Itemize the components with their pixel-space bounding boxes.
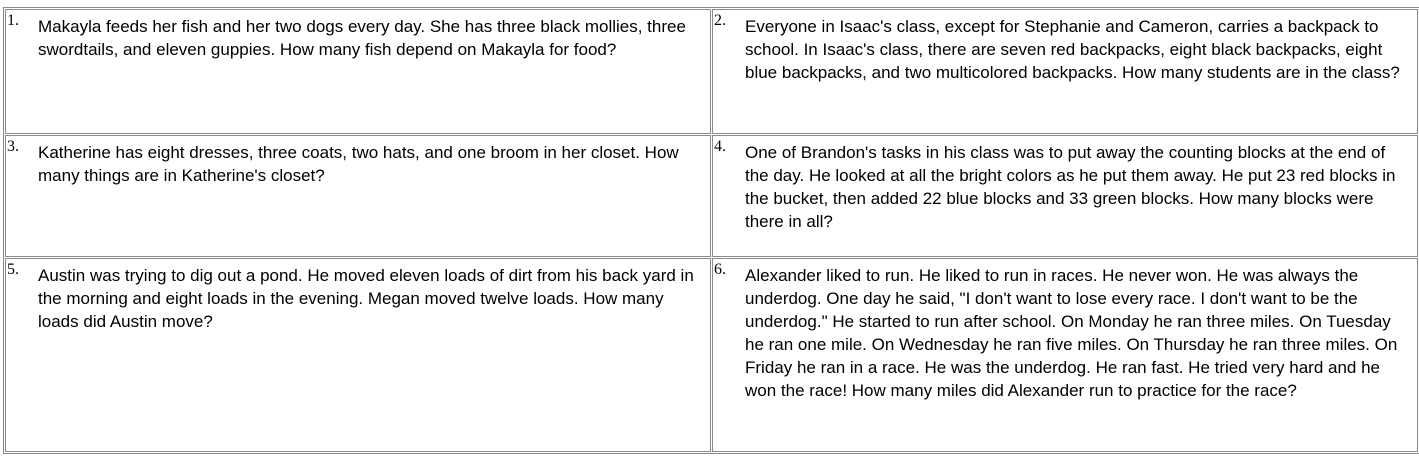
word-problems-table	[3, 7, 1419, 454]
problem-row	[5, 258, 1418, 452]
problem-text: Alexander liked to run. He liked to run in races. He never won. He was always the underdog. One day he said, "I don't want to lose every race. I don't want to be the underdog." He started to run after school. On Monday he ran three miles. On Tuesday he ran one mile. On Wednesday he ran five miles. On Thursday he ran three miles. On Friday he ran in a race. He was the underdog. He ran fast. He tried very hard and he won the race! How many miles did Alexander run to practice for the race?	[745, 266, 1398, 400]
problem-cell	[5, 9, 711, 134]
problem-row	[5, 9, 1418, 134]
problem-number: 5.	[7, 261, 19, 278]
problem-text: One of Brandon's tasks in his class was to put away the counting blocks at the end of the day. He looked at all the bright colors as he put them away. He put 23 red blocks in the bucket, then added 22 blue blocks and 33 green blocks. How many blocks were there in all?	[745, 143, 1396, 231]
problem-cell	[5, 258, 711, 452]
problem-text: Everyone in Isaac's class, except for Stephanie and Cameron, carries a backpack to school. In Isaac's class, there are seven red backpacks, eight black backpacks, eight blue backpacks, and two multicolored backpacks. How many students are in the class?	[745, 17, 1400, 82]
problem-text: Makayla feeds her fish and her two dogs every day. She has three black mollies, three swordtails, and eleven guppies. How many fish depend on Makayla for food?	[38, 17, 686, 59]
problem-number: 2.	[714, 12, 726, 29]
problem-cell	[712, 9, 1418, 134]
problem-text: Austin was trying to dig out a pond. He moved eleven loads of dirt from his back yard in the morning and eight loads in the evening. Megan moved twelve loads. How many loads did Austin move?	[38, 266, 694, 331]
problem-number: 4.	[714, 138, 726, 155]
problem-cell	[712, 258, 1418, 452]
problem-number: 1.	[7, 12, 19, 29]
problem-row	[5, 135, 1418, 257]
problem-number: 6.	[714, 261, 726, 278]
problem-number: 3.	[7, 138, 19, 155]
problem-cell	[5, 135, 711, 257]
problem-cell	[712, 135, 1418, 257]
problem-text: Katherine has eight dresses, three coats, two hats, and one broom in her closet. How many things are in Katherine's closet?	[38, 143, 679, 185]
